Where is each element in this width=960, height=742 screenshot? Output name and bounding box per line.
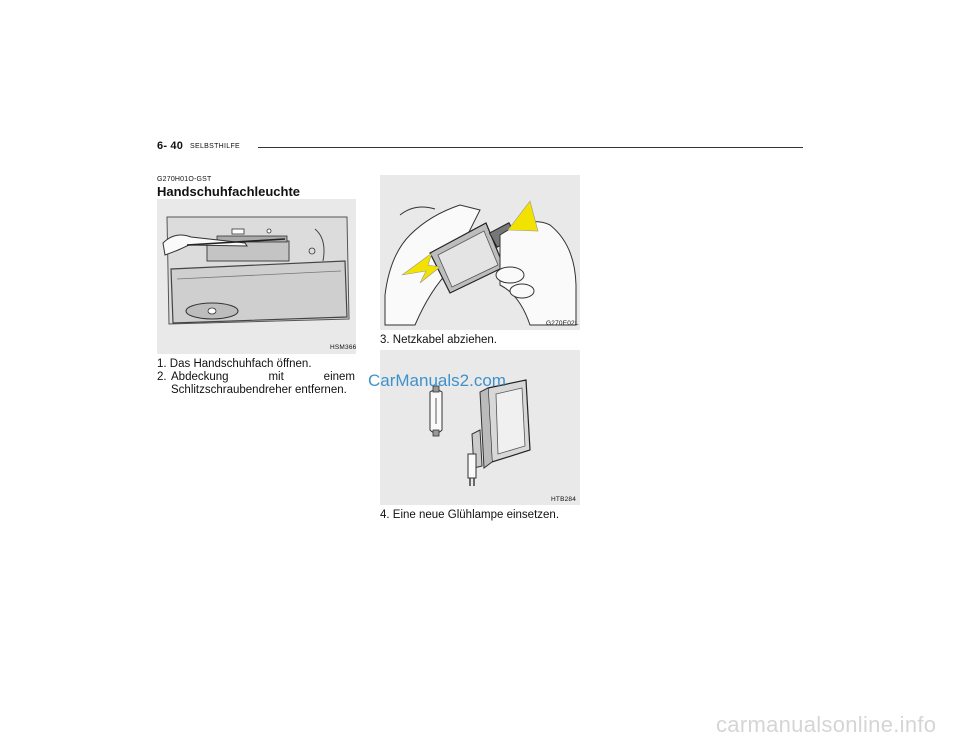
watermark-carmanualsonline: carmanualsonline.info [716,712,937,737]
section-title: SELBSTHILFE [190,143,240,150]
step-2-text: Abdeckung mit einem Schlitzschraubendreher entfernen. [171,371,355,396]
step-4: 4. Eine neue Glühlampe einsetzen. [380,509,560,521]
step-2 [157,371,355,397]
lamp-removal-figure [380,175,580,330]
steps-list [157,358,355,397]
step-3: 3. Netzkabel abziehen. [380,334,497,346]
lamp-removal-illustration [380,175,580,330]
figure-label-g270e02l: G270E02L [546,320,579,327]
header-rule [258,147,803,148]
step-1-text: Das Handschuhfach öffnen. [169,358,312,370]
page-number: 6- 40 [157,140,184,152]
glovebox-illustration [157,199,356,354]
reference-code: G270H01O-GST [157,176,212,183]
watermark-carmanuals2: CarManuals2.com [368,371,506,390]
figure-label-hsm366: HSM366 [330,344,357,351]
figure-label-htb284: HTB284 [551,496,577,503]
page-heading: Handschuhfachleuchte [157,184,301,199]
glovebox-figure [157,199,356,354]
step-1 [157,358,355,371]
step-1-number: 1. [157,358,167,370]
step-2-number: 2. [157,371,167,383]
